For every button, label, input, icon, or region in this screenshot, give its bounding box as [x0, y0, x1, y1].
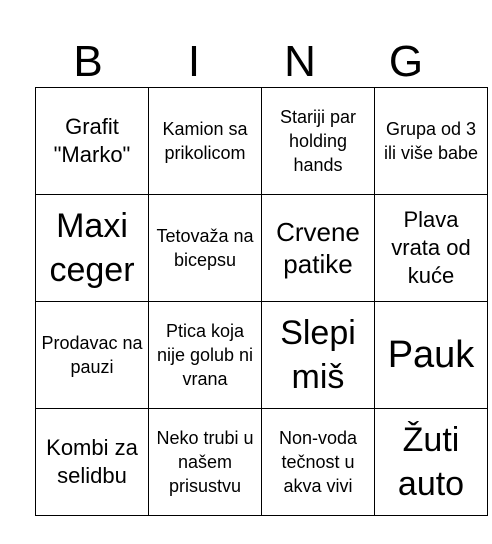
bingo-cell[interactable] — [375, 88, 488, 195]
bingo-cell[interactable] — [375, 302, 488, 409]
bingo-board — [35, 87, 488, 516]
bingo-cell[interactable] — [149, 88, 262, 195]
bingo-cell[interactable] — [262, 88, 375, 195]
bingo-cell[interactable] — [36, 302, 149, 409]
board-row — [36, 195, 488, 302]
bingo-header — [35, 38, 457, 86]
cell-label: Crvene patike — [276, 217, 360, 279]
bingo-cell[interactable] — [149, 409, 262, 516]
cell-label: Prodavac na pauzi — [41, 333, 143, 377]
board-row — [36, 88, 488, 195]
bingo-cell[interactable] — [262, 302, 375, 409]
bingo-cell[interactable] — [149, 195, 262, 302]
cell-label: Ptica koja nije golub ni vrana — [156, 321, 254, 389]
cell-label: Plava vrata od kuće — [391, 207, 471, 288]
bingo-cell[interactable] — [375, 409, 488, 516]
bingo-cell[interactable] — [375, 195, 488, 302]
bingo-cell[interactable] — [36, 88, 149, 195]
cell-label: Non-voda tečnost u akva vivi — [278, 428, 358, 496]
cell-label: Žuti auto — [397, 421, 465, 503]
cell-label: Pauk — [387, 334, 475, 376]
bingo-cell[interactable] — [149, 302, 262, 409]
board-row — [36, 409, 488, 516]
cell-label: Stariji par holding hands — [279, 107, 357, 175]
header-letter-n: N — [284, 37, 316, 86]
bingo-cell[interactable] — [262, 195, 375, 302]
board-row — [36, 302, 488, 409]
cell-label: Grafit "Marko" — [53, 114, 131, 167]
cell-label: Grupa od 3 ili više babe — [383, 119, 479, 163]
header-letter-g: G — [388, 37, 424, 86]
cell-label: Kombi za selidbu — [46, 435, 138, 488]
bingo-cell[interactable] — [36, 195, 149, 302]
bingo-cell[interactable] — [262, 409, 375, 516]
cell-label: Slepi miš — [280, 314, 356, 396]
header-letter-b: B — [73, 37, 103, 86]
cell-label: Maxi ceger — [49, 207, 135, 289]
cell-label: Kamion sa prikolicom — [162, 119, 248, 163]
cell-label: Neko trubi u našem prisustvu — [156, 428, 254, 496]
bingo-cell[interactable] — [36, 409, 149, 516]
header-letter-i: I — [187, 37, 201, 86]
cell-label: Tetovaža na bicepsu — [156, 226, 254, 270]
